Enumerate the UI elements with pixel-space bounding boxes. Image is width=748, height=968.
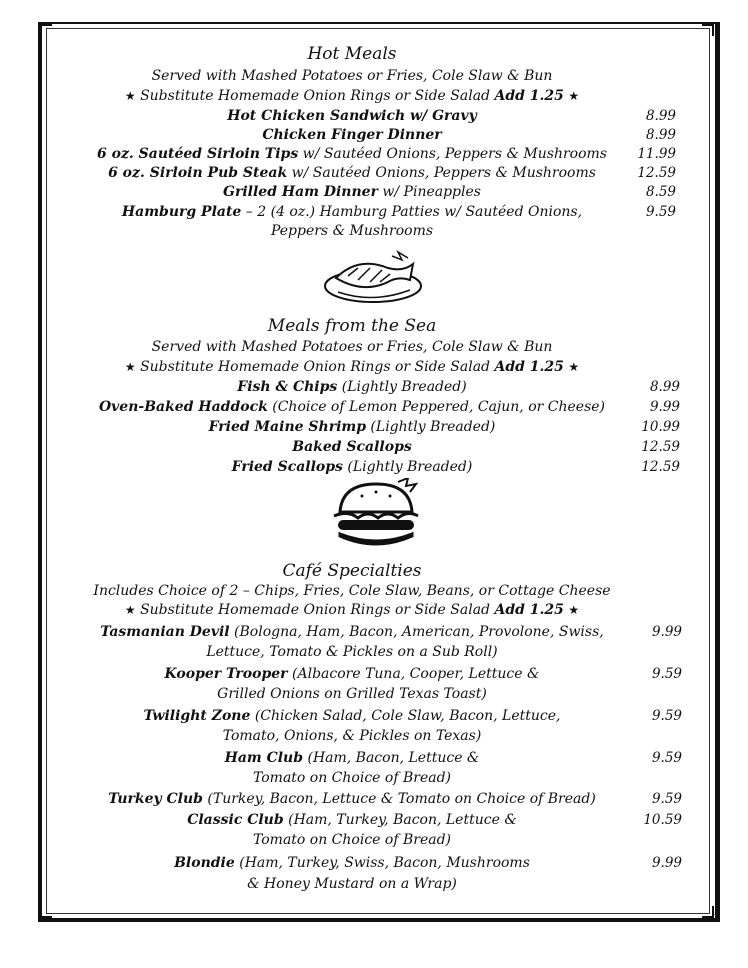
item-price: 8.59: [645, 184, 676, 200]
item-price: 12.59: [637, 165, 676, 181]
item-price: 9.59: [645, 204, 676, 220]
star-icon: ★: [124, 603, 136, 617]
menu-item-continued: Peppers & Mushrooms: [270, 223, 434, 239]
cafe-substitute: ★ Substitute Homemade Onion Rings or Side Salad Add 1.25 ★: [124, 602, 580, 618]
cafe-heading: Café Specialties: [282, 561, 422, 581]
cafe-subtitle: Includes Choice of 2 – Chips, Fries, Cole Slaw, Beans, or Cottage Cheese: [93, 583, 611, 599]
item-price: 8.99: [645, 108, 676, 124]
menu-item: Turkey Club (Turkey, Bacon, Lettuce & Tomato on Choice of Bread): [108, 791, 596, 807]
corner-ornament: [702, 906, 714, 918]
menu-item: 6 oz. Sirloin Pub Steak w/ Sautéed Onions, Peppers & Mushrooms: [108, 165, 596, 181]
star-icon: ★: [124, 89, 136, 103]
menu-item: Classic Club (Ham, Turkey, Bacon, Lettuce &: [187, 812, 517, 828]
menu-item: Tasmanian Devil (Bologna, Ham, Bacon, American, Provolone, Swiss,: [100, 624, 604, 640]
item-price: 9.99: [649, 399, 680, 415]
item-price: 12.59: [641, 459, 680, 475]
sea-substitute: ★ Substitute Homemade Onion Rings or Side Salad Add 1.25 ★: [124, 359, 580, 375]
menu-item-continued: Tomato, Onions, & Pickles on Texas): [222, 728, 482, 744]
corner-ornament: [40, 906, 52, 918]
burger-icon: [328, 478, 424, 552]
star-icon: ★: [568, 603, 580, 617]
menu-item: Twilight Zone (Chicken Salad, Cole Slaw, Bacon, Lettuce,: [143, 708, 561, 724]
item-price: 11.99: [637, 146, 676, 162]
fish-plate-icon: [318, 246, 428, 308]
hot-meals-subtitle: Served with Mashed Potatoes or Fries, Cole Slaw & Bun: [151, 68, 553, 84]
item-price: 9.59: [651, 708, 682, 724]
menu-item: Hot Chicken Sandwich w/ Gravy: [227, 108, 477, 124]
hot-meals-heading: Hot Meals: [307, 44, 397, 64]
item-price: 12.59: [641, 439, 680, 455]
menu-item: Hamburg Plate – 2 (4 oz.) Hamburg Patties w/ Sautéed Onions,: [121, 204, 583, 220]
item-price: 8.99: [645, 127, 676, 143]
menu-item: Chicken Finger Dinner: [262, 127, 442, 143]
menu-item: Kooper Trooper (Albacore Tuna, Cooper, Lettuce &: [164, 666, 540, 682]
item-price: 10.59: [643, 812, 682, 828]
menu-item: Baked Scallops: [292, 439, 412, 455]
menu-item-continued: & Honey Mustard on a Wrap): [247, 876, 457, 892]
menu-item: Fish & Chips (Lightly Breaded): [237, 379, 467, 395]
star-icon: ★: [124, 360, 136, 374]
item-price: 9.59: [651, 791, 682, 807]
menu-item-continued: Tomato on Choice of Bread): [252, 832, 451, 848]
menu-item: Blondie (Ham, Turkey, Swiss, Bacon, Mushrooms: [174, 855, 530, 871]
hot-meals-substitute: ★ Substitute Homemade Onion Rings or Side Salad Add 1.25 ★: [124, 88, 580, 104]
menu-item: 6 oz. Sautéed Sirloin Tips w/ Sautéed Onions, Peppers & Mushrooms: [97, 146, 607, 162]
item-price: 9.59: [651, 666, 682, 682]
menu-item: Oven-Baked Haddock (Choice of Lemon Peppered, Cajun, or Cheese): [98, 399, 606, 415]
menu-item: Grilled Ham Dinner w/ Pineapples: [223, 184, 481, 200]
item-price: 8.99: [649, 379, 680, 395]
star-icon: ★: [568, 360, 580, 374]
item-price: 9.99: [651, 855, 682, 871]
menu-item-continued: Tomato on Choice of Bread): [252, 770, 451, 786]
sea-heading: Meals from the Sea: [267, 316, 437, 336]
menu-item: Fried Scallops (Lightly Breaded): [231, 459, 473, 475]
menu-item: Ham Club (Ham, Bacon, Lettuce &: [224, 750, 480, 766]
star-icon: ★: [568, 89, 580, 103]
item-price: 9.99: [651, 624, 682, 640]
corner-ornament: [40, 24, 52, 36]
item-price: 9.59: [651, 750, 682, 766]
menu-item-continued: Grilled Onions on Grilled Texas Toast): [217, 686, 487, 702]
menu-item-continued: Lettuce, Tomato & Pickles on a Sub Roll): [206, 644, 498, 660]
sea-subtitle: Served with Mashed Potatoes or Fries, Cole Slaw & Bun: [151, 339, 553, 355]
item-price: 10.99: [641, 419, 680, 435]
menu-item: Fried Maine Shrimp (Lightly Breaded): [208, 419, 496, 435]
corner-ornament: [702, 24, 714, 36]
